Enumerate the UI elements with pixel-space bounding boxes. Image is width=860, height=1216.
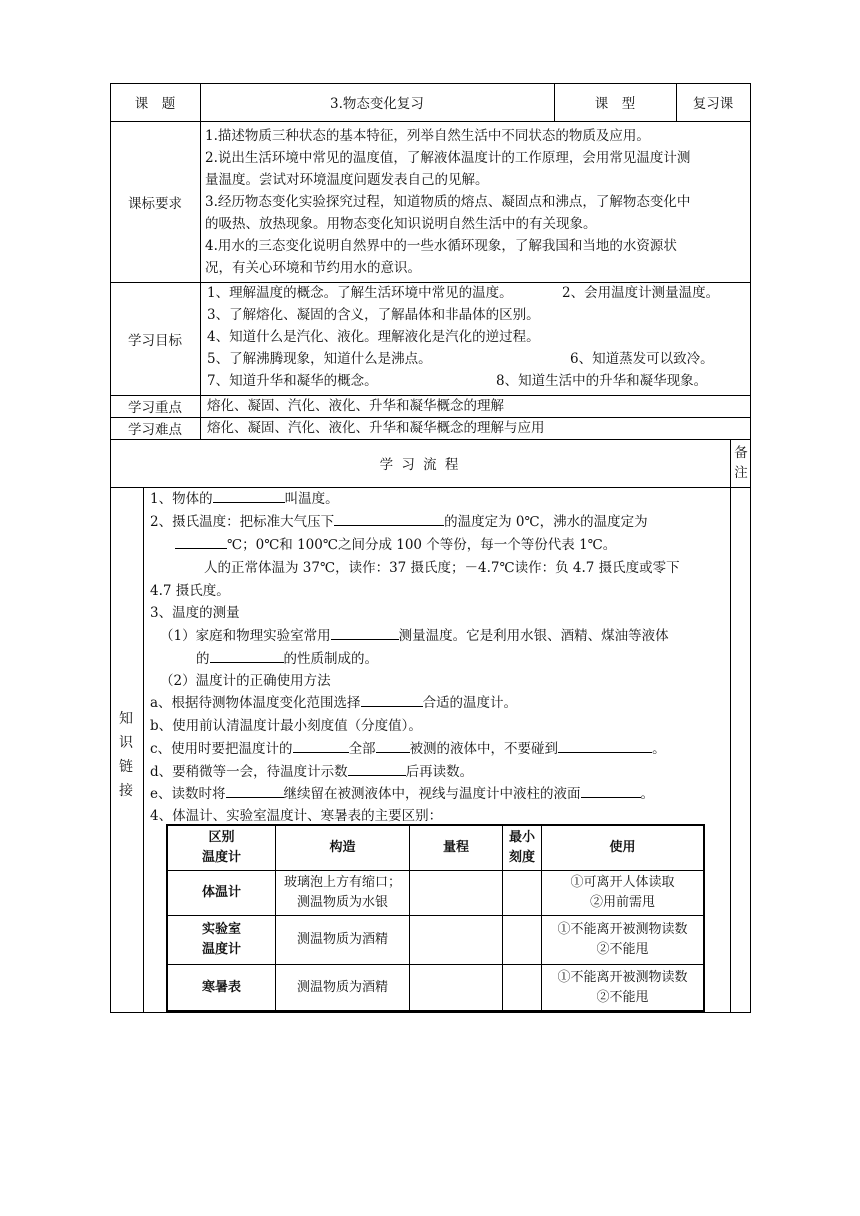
- objectives-label: 学习目标: [128, 332, 182, 349]
- side-label-char-1: 知: [119, 711, 133, 727]
- side-label-char-3: 链: [119, 759, 133, 775]
- objective-8: 8、知道生活中的升华和凝华现象。: [496, 373, 708, 389]
- curriculum-line-5: 的吸热、放热现象。用物态变化知识说明自然生活中的有关现象。: [205, 216, 597, 232]
- content-line-6: 3、温度的测量: [150, 605, 240, 621]
- fill-blank[interactable]: [293, 738, 349, 753]
- type-label: 课 型: [594, 96, 636, 112]
- content-line-9: （2）温度计的正确使用方法: [160, 673, 331, 689]
- objective-6: 6、知道蒸发可以致冷。: [570, 351, 714, 367]
- curriculum-line-3: 量温度。尝试对环境温度问题发表自己的见解。: [205, 172, 489, 188]
- curriculum-line-6: 4.用水的三态变化说明自然界中的一些水循环现象，了解我国和当地的水资源状: [205, 238, 677, 254]
- table-row-2-use: ①不能离开被测物读数 ②不能甩: [557, 922, 688, 957]
- topic-label: 课 题: [134, 96, 176, 112]
- curriculum-line-1: 1.描述物质三种状态的基本特征，列举自然生活中不同状态的物质及应用。: [205, 128, 650, 144]
- objective-5: 5、了解沸腾现象，知道什么是沸点。: [207, 351, 432, 367]
- content-line-2: 2、摄氏温度：把标准大气压下 的温度定为 0℃，沸水的温度定为: [150, 511, 648, 533]
- fill-blank[interactable]: [175, 534, 227, 549]
- fill-blank[interactable]: [331, 625, 399, 640]
- remark-label: 备注: [734, 445, 748, 481]
- objective-2: 2、会用温度计测量温度。: [562, 285, 720, 301]
- content-line-8: 的 的性质制成的。: [196, 648, 378, 670]
- key-points-label: 学习重点: [128, 400, 182, 416]
- table-row-1-name: 体温计: [201, 885, 241, 900]
- content-line-14: e、读数时将 继续留在被测液体中，视线与温度计中液柱的液面 。: [150, 783, 654, 805]
- content-line-5: 4.7 摄氏度。: [150, 583, 230, 599]
- content-line-12: c、使用时要把温度计的 全部 被测的液体中，不要碰到 。: [150, 738, 666, 760]
- table-header-corner: 区别 温度计: [201, 830, 241, 865]
- difficulties-value: 熔化、凝固、汽化、液化、升华和凝华概念的理解与应用: [207, 420, 545, 436]
- table-header-use: 使用: [609, 840, 636, 855]
- table-row-1-use: ①可离开人体读取 ②用前需甩: [570, 875, 675, 910]
- fill-blank[interactable]: [213, 488, 285, 503]
- fill-blank[interactable]: [348, 761, 406, 776]
- table-header-min-scale: 最小 刻度: [508, 830, 535, 865]
- key-points-value: 熔化、凝固、汽化、液化、升华和凝华概念的理解: [207, 398, 504, 414]
- fill-blank[interactable]: [581, 783, 641, 798]
- table-row-3-name: 寒暑表: [201, 979, 241, 995]
- table-header-structure: 构造: [329, 840, 356, 855]
- objective-3: 3、了解熔化、凝固的含义，了解晶体和非晶体的区别。: [207, 307, 540, 323]
- objective-4: 4、知道什么是汽化、液化。理解液化是汽化的逆过程。: [207, 329, 540, 345]
- flow-title: 学 习 流 程: [379, 457, 461, 473]
- fill-blank[interactable]: [334, 511, 444, 526]
- curriculum-line-4: 3.经历物态变化实验探究过程，知道物质的熔点、凝固点和沸点，了解物态变化中: [205, 194, 691, 210]
- fill-blank[interactable]: [558, 738, 652, 753]
- table-header-range: 量程: [442, 840, 469, 855]
- content-line-7: （1）家庭和物理实验室常用 测量温度。它是利用水银、酒精、煤油等液体: [160, 625, 669, 647]
- table-row-3-use: ①不能离开被测物读数 ②不能甩: [557, 969, 688, 1005]
- fill-blank[interactable]: [226, 783, 284, 798]
- content-line-1: 1、物体的 叫温度。: [150, 488, 339, 510]
- curriculum-label: 课标要求: [128, 195, 182, 212]
- content-line-3: ℃；0℃和 100℃之间分成 100 个等份，每一个等份代表 1℃。: [175, 534, 616, 556]
- objective-1: 1、理解温度的概念。了解生活环境中常见的温度。: [207, 285, 513, 301]
- side-label-char-2: 识: [119, 735, 133, 751]
- fill-blank[interactable]: [361, 692, 423, 707]
- fill-blank[interactable]: [210, 648, 284, 663]
- content-line-4: 人的正常体温为 37℃，读作：37 摄氏度；－4.7℃读作：负 4.7 摄氏度或零下: [204, 560, 680, 576]
- table-row-2-structure: 测温物质为酒精: [296, 932, 388, 947]
- table-row-1-structure: 玻璃泡上方有缩口； 测温物质为水银: [283, 875, 401, 910]
- curriculum-line-7: 况，有关心环境和节约用水的意识。: [205, 260, 421, 276]
- objective-7: 7、知道升华和凝华的概念。: [207, 373, 378, 389]
- difficulties-label: 学习难点: [128, 422, 182, 438]
- content-line-15: 4、体温计、实验室温度计、寒暑表的主要区别：: [150, 808, 443, 824]
- type-value: 复习课: [692, 96, 734, 112]
- content-line-11: b、使用前认清温度计最小刻度值（分度值）。: [150, 718, 422, 734]
- content-line-10: a、根据待测物体温度变化范围选择 合适的温度计。: [150, 692, 517, 714]
- table-row-2-name: 实验室 温度计: [201, 922, 241, 957]
- side-label-char-4: 接: [119, 783, 133, 799]
- topic-value: 3.物态变化复习: [330, 96, 424, 112]
- curriculum-line-2: 2.说出生活环境中常见的温度值，了解液体温度计的工作原理，会用常见温度计测: [205, 150, 691, 166]
- fill-blank[interactable]: [376, 738, 410, 753]
- content-line-13: d、要稍微等一会，待温度计示数 后再读数。: [150, 761, 473, 783]
- table-row-3-structure: 测温物质为酒精: [296, 979, 388, 995]
